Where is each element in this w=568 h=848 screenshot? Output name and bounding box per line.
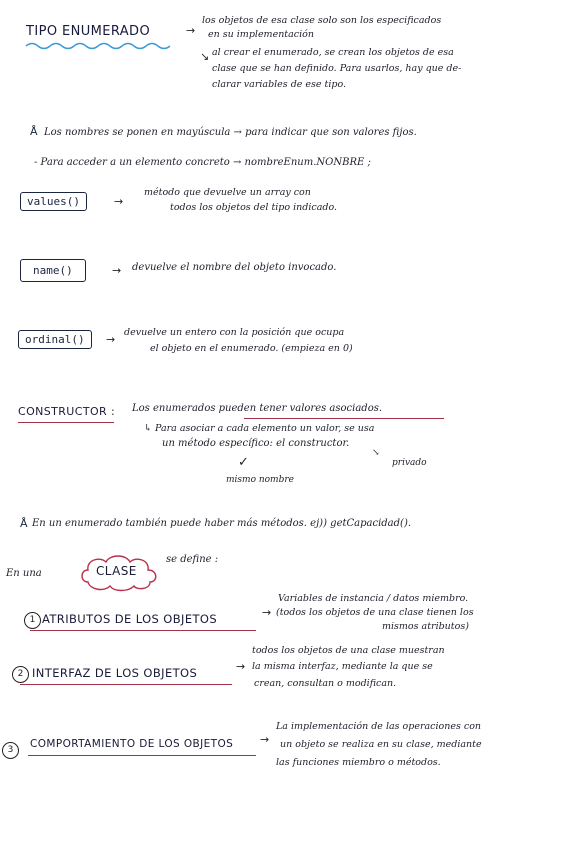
tipo-enumerado-title: TIPO ENUMERADO: [26, 24, 151, 39]
item-2-arrow: →: [236, 660, 246, 673]
tipo-line-4: clase que se han definido. Para usarlos, hay que de-: [212, 63, 462, 74]
clase-prefix: En una: [6, 568, 42, 579]
item-2-line-1: todos los objetos de una clase muestran: [252, 645, 445, 656]
values-method-box: values(): [20, 192, 87, 211]
item-1-label: ATRIBUTOS DE LOS OBJETOS: [42, 612, 218, 626]
item-2-underline: [20, 684, 232, 685]
values-arrow: →: [114, 195, 124, 208]
constructor-underline: [18, 422, 114, 423]
item-1-number: 1: [24, 612, 41, 629]
nombres-text: Los nombres se ponen en mayúscula → para indicar que son valores fijos.: [44, 127, 417, 138]
item-1-arrow: →: [262, 606, 272, 619]
values-line-2: todos los objetos del tipo indicado.: [170, 202, 338, 213]
item-3-label: COMPORTAMIENTO DE LOS OBJETOS: [30, 738, 234, 750]
item-1-line-1: Variables de instancia / datos miembro.: [278, 593, 469, 604]
values-line-1: método que devuelve un array con: [144, 187, 311, 198]
item-3-underline: [28, 755, 256, 756]
enum-extra-text: En un enumerado también puede haber más métodos. ej)) getCapacidad().: [32, 518, 412, 529]
wave-underline: [24, 41, 184, 51]
ordinal-line-1: devuelve un entero con la posición que ocupa: [124, 327, 345, 338]
valores-underline: [244, 418, 444, 419]
check-mark: ✓: [238, 455, 249, 470]
privado-arrow: ↘: [372, 448, 380, 458]
item-1-line-3: mismos atributos): [382, 621, 469, 632]
item-1-line-2: (todos los objetos de una clase tienen los: [276, 607, 474, 618]
acceder-text: - Para acceder a un elemento concreto → nombreEnum.NONBRE ;: [34, 157, 371, 168]
name-method-box: name(): [20, 259, 86, 282]
item-2-line-3: crean, consultan o modifican.: [254, 678, 397, 689]
clase-suffix: se define :: [166, 554, 219, 565]
item-3-arrow: →: [260, 733, 270, 746]
item-3-line-1: La implementación de las operaciones con: [276, 721, 482, 732]
item-2-line-2: la misma interfaz, mediante la que se: [252, 661, 433, 672]
privado-label: privado: [392, 458, 427, 468]
mismo-nombre-label: mismo nombre: [226, 475, 294, 485]
ordinal-arrow: →: [106, 333, 116, 346]
tipo-arrow-2: ↘: [200, 50, 210, 63]
item-3-line-2: un objeto se realiza en su clase, mediante: [280, 739, 482, 750]
tipo-line-5: clarar variables de ese tipo.: [212, 79, 347, 90]
tipo-line-2: en su implementación: [208, 29, 314, 40]
item-3-number: 3: [2, 742, 19, 759]
note-icon: Å: [30, 125, 38, 138]
tipo-arrow: →: [186, 24, 196, 37]
item-1-underline: [30, 630, 256, 631]
tipo-line-3: al crear el enumerado, se crean los objetos de esa: [212, 47, 454, 58]
tipo-line-1: los objetos de esa clase solo son los especificados: [202, 15, 442, 26]
name-arrow: →: [112, 264, 122, 277]
constructor-line-3: un método específico: el constructor.: [162, 438, 350, 449]
constructor-line-2: ↳ Para asociar a cada elemento un valor, se usa: [144, 423, 375, 434]
constructor-label: CONSTRUCTOR :: [18, 405, 116, 418]
note-icon-2: Å: [20, 517, 28, 530]
item-2-number: 2: [12, 666, 29, 683]
ordinal-line-2: el objeto en el enumerado. (empieza en 0): [150, 343, 353, 354]
ordinal-method-box: ordinal(): [18, 330, 92, 349]
item-2-label: INTERFAZ DE LOS OBJETOS: [32, 666, 198, 680]
clase-word: CLASE: [96, 564, 137, 578]
name-line-1: devuelve el nombre del objeto invocado.: [132, 262, 337, 273]
item-3-line-3: las funciones miembro o métodos.: [276, 757, 441, 768]
constructor-line-1: Los enumerados pueden tener valores asociados.: [132, 403, 383, 414]
